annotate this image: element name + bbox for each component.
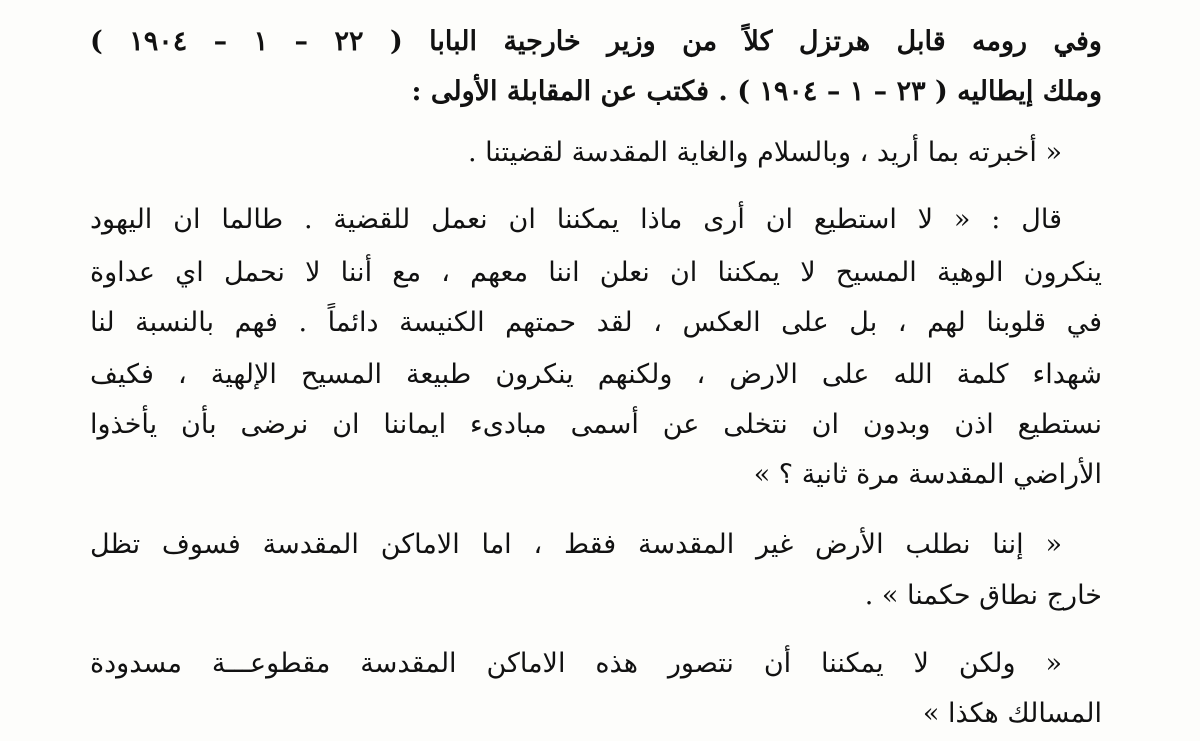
paragraph-1-line-2: وملك إيطاليه ( ٢٣ – ١ – ١٩٠٤ ) . فكتب عن المقابلة الأولى : bbox=[411, 76, 1102, 107]
paragraph-1-line-1: وفي رومه قابل هرتزل كلاً من وزير خارجية البابا ( ٢٢ – ١ – ١٩٠٤ ) bbox=[90, 26, 1102, 57]
paragraph-4-line-1: « إننا نطلب الأرض غير المقدسة فقط ، اما الاماكن المقدسة فسوف تظل bbox=[90, 529, 1062, 560]
paragraph-3-line-4: شهداء كلمة الله على الارض ، ولكنهم ينكرون طبيعة المسيح الإلهية ، فكيف bbox=[90, 359, 1102, 390]
paragraph-5-line-2: المسالك هكذا » bbox=[922, 698, 1102, 729]
paragraph-2-line-1: « أخبرته بما أريد ، وبالسلام والغاية المقدسة لقضيتنا . bbox=[467, 137, 1062, 168]
paragraph-3-line-3: في قلوبنا لهم ، بل على العكس ، لقد حمتهم الكنيسة دائماً . فهم بالنسبة لنا bbox=[90, 307, 1102, 338]
paragraph-3-line-2: ينكرون الوهية المسيح لا يمكننا ان نعلن اننا معهم ، مع أننا لا نحمل اي عداوة bbox=[90, 257, 1102, 288]
paragraph-4-line-2: خارج نطاق حكمنا » . bbox=[864, 580, 1102, 611]
paragraph-3-line-1: قال : « لا استطيع ان أرى ماذا يمكننا ان نعمل للقضية . طالما ان اليهود bbox=[90, 204, 1062, 235]
paragraph-3-line-6: الأراضي المقدسة مرة ثانية ؟ » bbox=[753, 459, 1102, 490]
paragraph-5-line-1: « ولكن لا يمكننا أن نتصور هذه الاماكن المقدسة مقطوعـــة مسدودة bbox=[90, 648, 1062, 679]
paragraph-3-line-5: نستطيع اذن وبدون ان نتخلى عن أسمى مبادىء ايماننا ان نرضى بأن يأخذوا bbox=[90, 409, 1102, 440]
